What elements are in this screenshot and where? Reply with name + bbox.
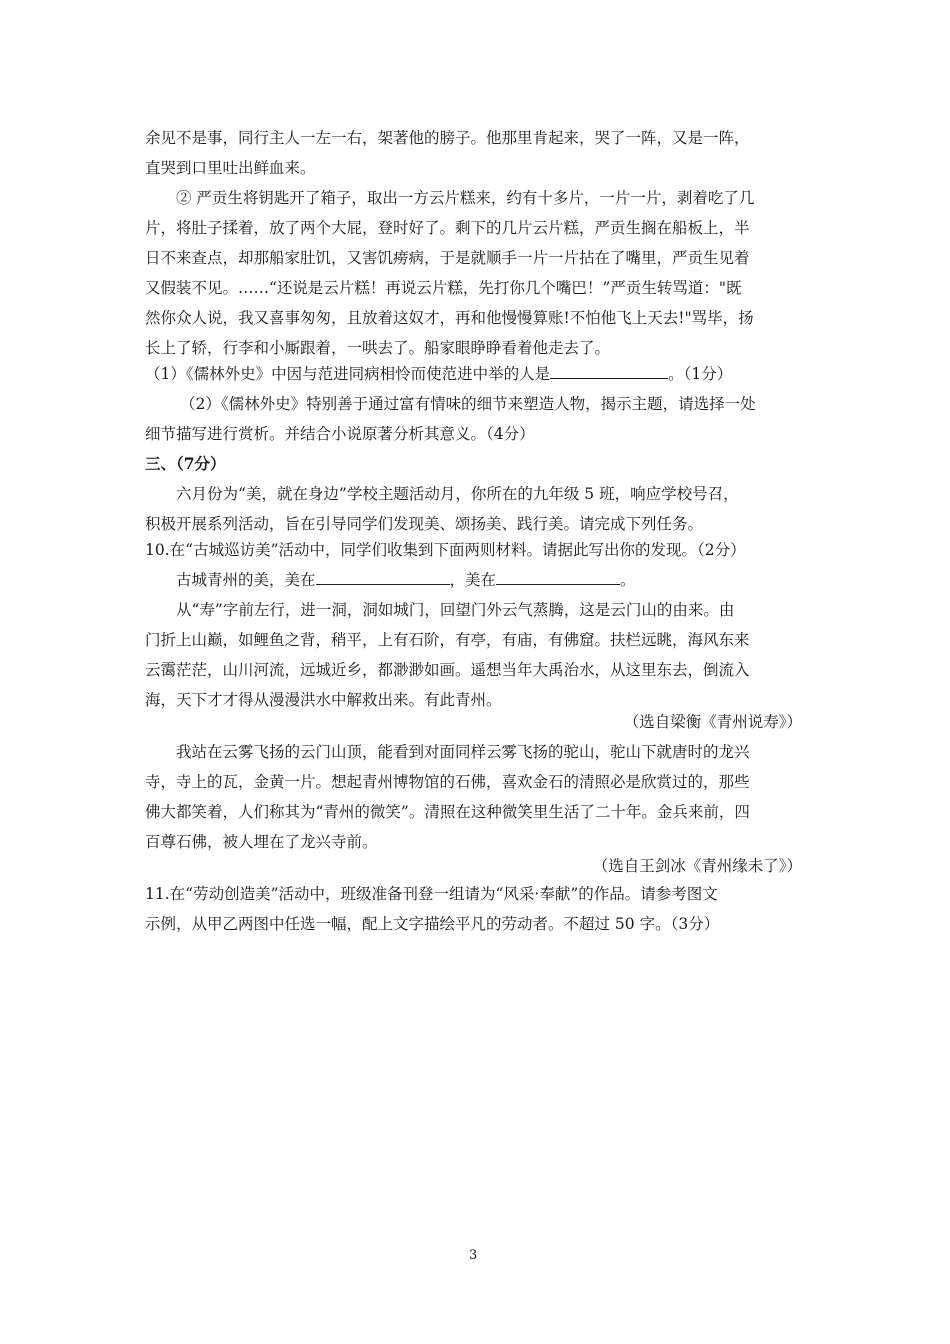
- material1-line-4: 海，天下才才得从漫漫洪水中解救出来。有此青州。: [145, 691, 502, 709]
- para2-line-4: 又假装不见。……“还说是云片糕！再说云片糕，先打你几个嘴巴！”严贡生转骂道："既: [145, 279, 742, 297]
- intro-line-1: 六月份为“美，就在身边”学校主题活动月，你所在的九年级 5 班，响应学校号召，: [176, 485, 739, 503]
- para2-line-1: ② 严贡生将钥匙开了箱子，取出一方云片糕来，约有十多片，一片一片，剥着吃了几: [176, 189, 755, 207]
- question-11-line-1: 11.在“劳动创造美”活动中，班级准备刊登一组请为“风采·奉献”的作品。请参考图文: [145, 885, 718, 903]
- section-3-heading: 三、（7分）: [145, 454, 226, 473]
- answer-blank-1[interactable]: [550, 364, 668, 379]
- question-1-score: 。（1分）: [668, 365, 733, 383]
- fill-part-1: 古城青州的美，美在: [176, 571, 316, 589]
- question-2-line-2: 细节描写进行赏析。并结合小说原著分析其意义。（4分）: [145, 425, 535, 443]
- fill-in-line: [176, 570, 636, 590]
- source-2: （选自王剑冰《青州缘未了》）: [592, 857, 802, 875]
- para1-line-2: 直哭到口里吐出鲜血来。: [145, 159, 316, 177]
- question-2-line-1: （2）《儒林外史》特别善于通过富有情味的细节来塑造人物，揭示主题，请选择一处: [180, 395, 756, 413]
- question-1-text: （1）《儒林外史》中因与范进同病相怜而使范进中举的人是: [145, 365, 551, 383]
- page-number: 3: [469, 1248, 478, 1263]
- answer-blank-2[interactable]: [316, 570, 450, 585]
- answer-blank-3[interactable]: [496, 570, 620, 585]
- material1-line-2: 门折上山巅，如鲤鱼之背，稍平，上有石阶，有亭，有庙，有佛窟。扶栏远眺，海风东来: [145, 631, 750, 649]
- question-10: 10.在“古城巡访美”活动中，同学们收集到下面两则材料。请据此写出你的发现。（2分）: [145, 541, 746, 559]
- material2-line-3: 佛大都笑着，人们称其为“青州的微笑”。清照在这种微笑里生活了二十年。金兵来前，四: [145, 803, 750, 821]
- para2-line-2: 片，将肚子揉着，放了两个大屁，登时好了。剩下的几片云片糕，严贡生搁在船板上，半: [145, 219, 750, 237]
- material2-line-2: 寺，寺上的瓦，金黄一片。想起青州博物馆的石佛，喜欢金石的清照必是欣赏过的，那些: [145, 773, 750, 791]
- intro-line-2: 积极开展系列活动，旨在引导同学们发现美、颂扬美、践行美。请完成下列任务。: [145, 515, 704, 533]
- material1-line-1: 从“寿”字前左行，进一洞，洞如城门，回望门外云气蒸腾，这是云门山的由来。由: [176, 601, 735, 619]
- material1-line-3: 云霭茫茫，山川河流，远城近乡，都渺渺如画。遥想当年大禹治水，从这里东去，倒流入: [145, 661, 750, 679]
- question-1: [145, 364, 732, 384]
- para2-line-6: 长上了轿，行李和小厮跟着，一哄去了。船家眼睁睁看着他走去了。: [145, 339, 611, 357]
- para2-line-5: 然你众人说，我又喜事匆匆，且放着这奴才，再和他慢慢算账!不怕他飞上天去!"骂毕，扬: [145, 309, 754, 327]
- source-1: （选自梁衡《青州说寿》）: [623, 713, 802, 731]
- question-11-line-2: 示例，从甲乙两图中任选一幅，配上文字描绘平凡的劳动者。不超过 50 字。（3分）: [145, 915, 720, 933]
- fill-part-2: ，美在: [449, 571, 497, 589]
- fill-part-3: 。: [620, 571, 636, 589]
- material2-line-1: 我站在云雾飞扬的云门山顶，能看到对面同样云雾飞扬的驼山，驼山下就唐时的龙兴: [176, 743, 750, 761]
- para2-line-3: 日不来查点，却那船家肚饥，又害饥痨病，于是就顺手一片一片拈在了嘴里，严贡生见着: [145, 249, 750, 267]
- material2-line-4: 百尊石佛，被人埋在了龙兴寺前。: [145, 833, 378, 851]
- para1-line-1: 余见不是事，同行主人一左一右，架著他的膀子。他那里肯起来，哭了一阵，又是一阵，: [145, 129, 750, 147]
